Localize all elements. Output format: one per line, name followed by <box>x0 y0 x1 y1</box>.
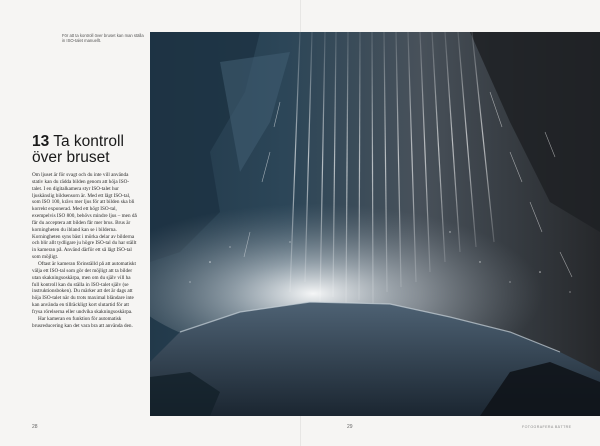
paragraph: Om ljuset är för svagt och du inte vill använda stativ kan du rädda bilden genom att höja ISO-talet. I en digitalkamera styr ISO-talet hur ljuskänslig bildsensorn är. Med ett lågt ISO-tal, som ISO 100, krävs mer ljus för att bilden ska bli korrekt exponerad. Med ett högt ISO-tal, exempelvis ISO 800, behövs mindre ljus – men då får du acceptera att bilden får mer brus. Brus är korningheten du ibland kan se i bilderna. Korningheten syns bäst i mörka delar av bilderna och blir allt tydligare ju högre ISO-tal du har ställt in kameran på. Använd därför ett så lågt ISO-tal som möjligt. <box>32 172 137 261</box>
body-text <box>32 172 138 329</box>
waterfall-photo <box>150 32 600 416</box>
photo-caption: För att ta kontroll över bruset kan man ställa in ISO-talet manuellt. <box>62 33 144 44</box>
paragraph: Har kameran en funktion för automatisk brusreducering kan det vara bra att använda den. <box>32 315 133 329</box>
section-heading <box>32 134 152 165</box>
section-number: 13 <box>32 133 50 150</box>
waterfall-image <box>150 32 600 416</box>
page-number-left: 28 <box>32 424 38 430</box>
running-footer: FOTOGRAFERA BÄTTRE <box>522 425 572 429</box>
section-title: Ta kontroll över bruset <box>32 133 124 166</box>
page-number-right: 29 <box>347 424 353 430</box>
paragraph: Oftast är kameran förinställd på att automatiskt välja ett ISO-tal som gör det möjligt att ta bilder utan skakningsoskärpa, men om du själv vill ha full kontroll kan du ställa in ISO-talet själv (se instruktionsboken). Du märker att det är dags att höja ISO-talet när du trots maximal bländare inte kan använda en tillräckligt kort slutartid för att frysa rörelserna eller undvika skakningsoskärpa. <box>32 260 136 315</box>
